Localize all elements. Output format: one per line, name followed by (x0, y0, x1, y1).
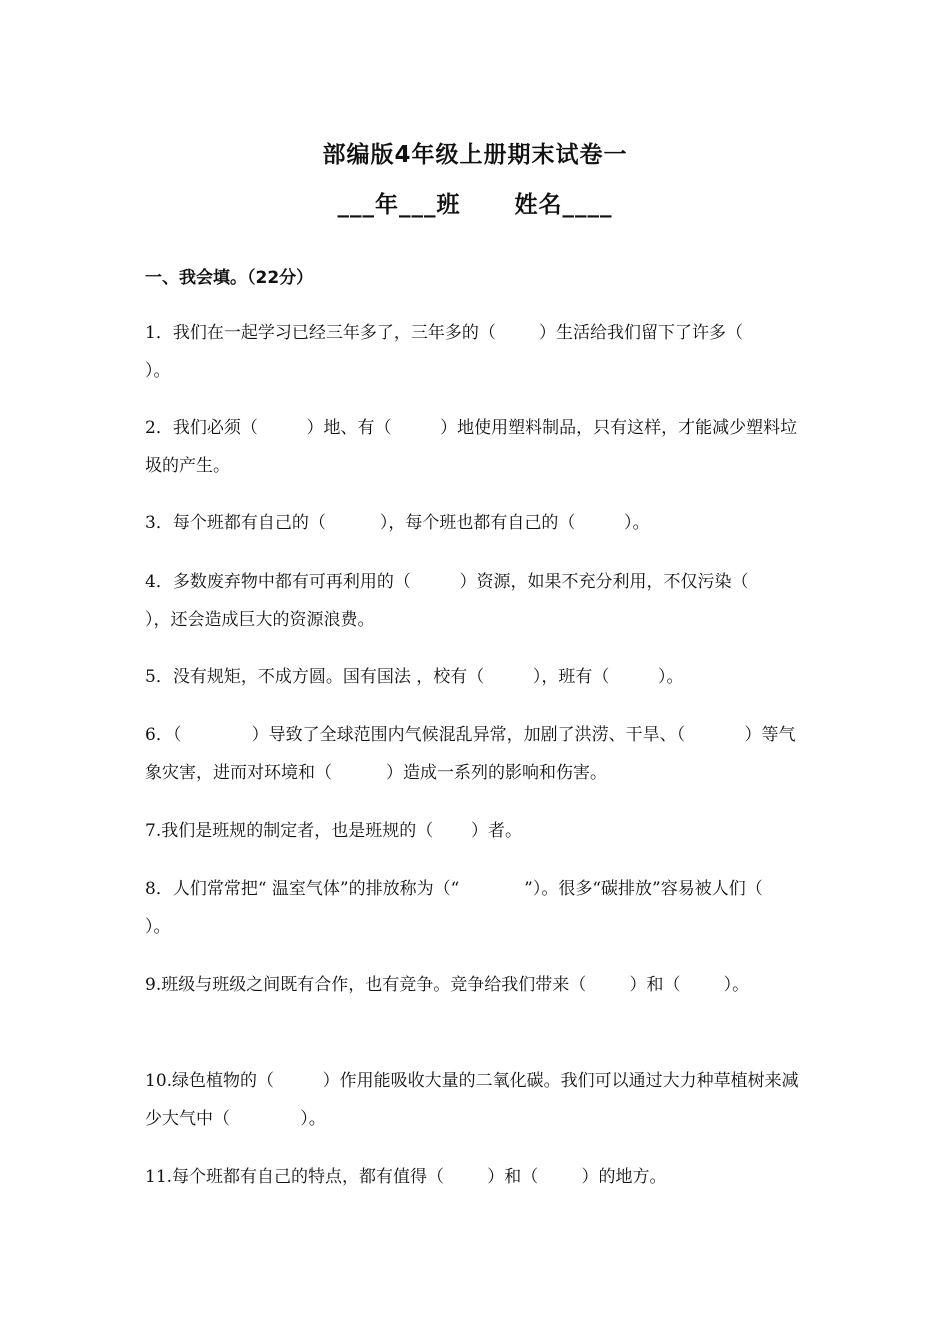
question-1: 1．我们在一起学习已经三年多了，三年多的（ ）生活给我们留下了许多（ ）。 (145, 323, 819, 381)
question-10: 10.绿色植物的（ ）作用能吸收大量的二氧化碳。我们可以通过大力种草植树来减少大气中（ ）。 (145, 1071, 799, 1129)
question-9: 9.班级与班级之间既有合作，也有竞争。竞争给我们带来（ ）和（ ）。 (145, 975, 750, 995)
question-8: 8．人们常常把“ 温室气体”的排放称为（“ ”）。很多“碳排放”容易被人们（ ）。 (145, 879, 812, 937)
section-heading: 一、我会填。（22分） (145, 268, 314, 288)
question-4: 4．多数废弃物中都有可再利用的（ ）资源，如果不充分利用，不仅污染（ ），还会造成巨大的资源浪费。 (145, 572, 798, 630)
class-name-line: ___年___班 姓名____ (337, 192, 613, 218)
question-7: 7.我们是班规的制定者，也是班规的（ ）者。 (145, 821, 523, 841)
exam-title: 部编版4年级上册期末试卷一 (322, 142, 628, 168)
question-6: 6．（ ）导致了全球范围内气候混乱异常，加剧了洪涝、干旱、（ ）等气象灾害，进而对环境和（ ）造成一系列的影响和伤害。 (145, 725, 796, 783)
question-2: 2．我们必须（ ）地、有（ ）地使用塑料制品，只有这样，才能减少塑料垃圾的产生。 (145, 418, 798, 476)
question-3: 3．每个班都有自己的（ ），每个班也都有自己的（ ）。 (145, 513, 650, 533)
question-11: 11.每个班都有自己的特点，都有值得（ ）和（ ）的地方。 (145, 1167, 667, 1187)
question-5: 5．没有规矩，不成方圆。国有国法 ，校有（ ），班有（ ）。 (145, 667, 684, 687)
